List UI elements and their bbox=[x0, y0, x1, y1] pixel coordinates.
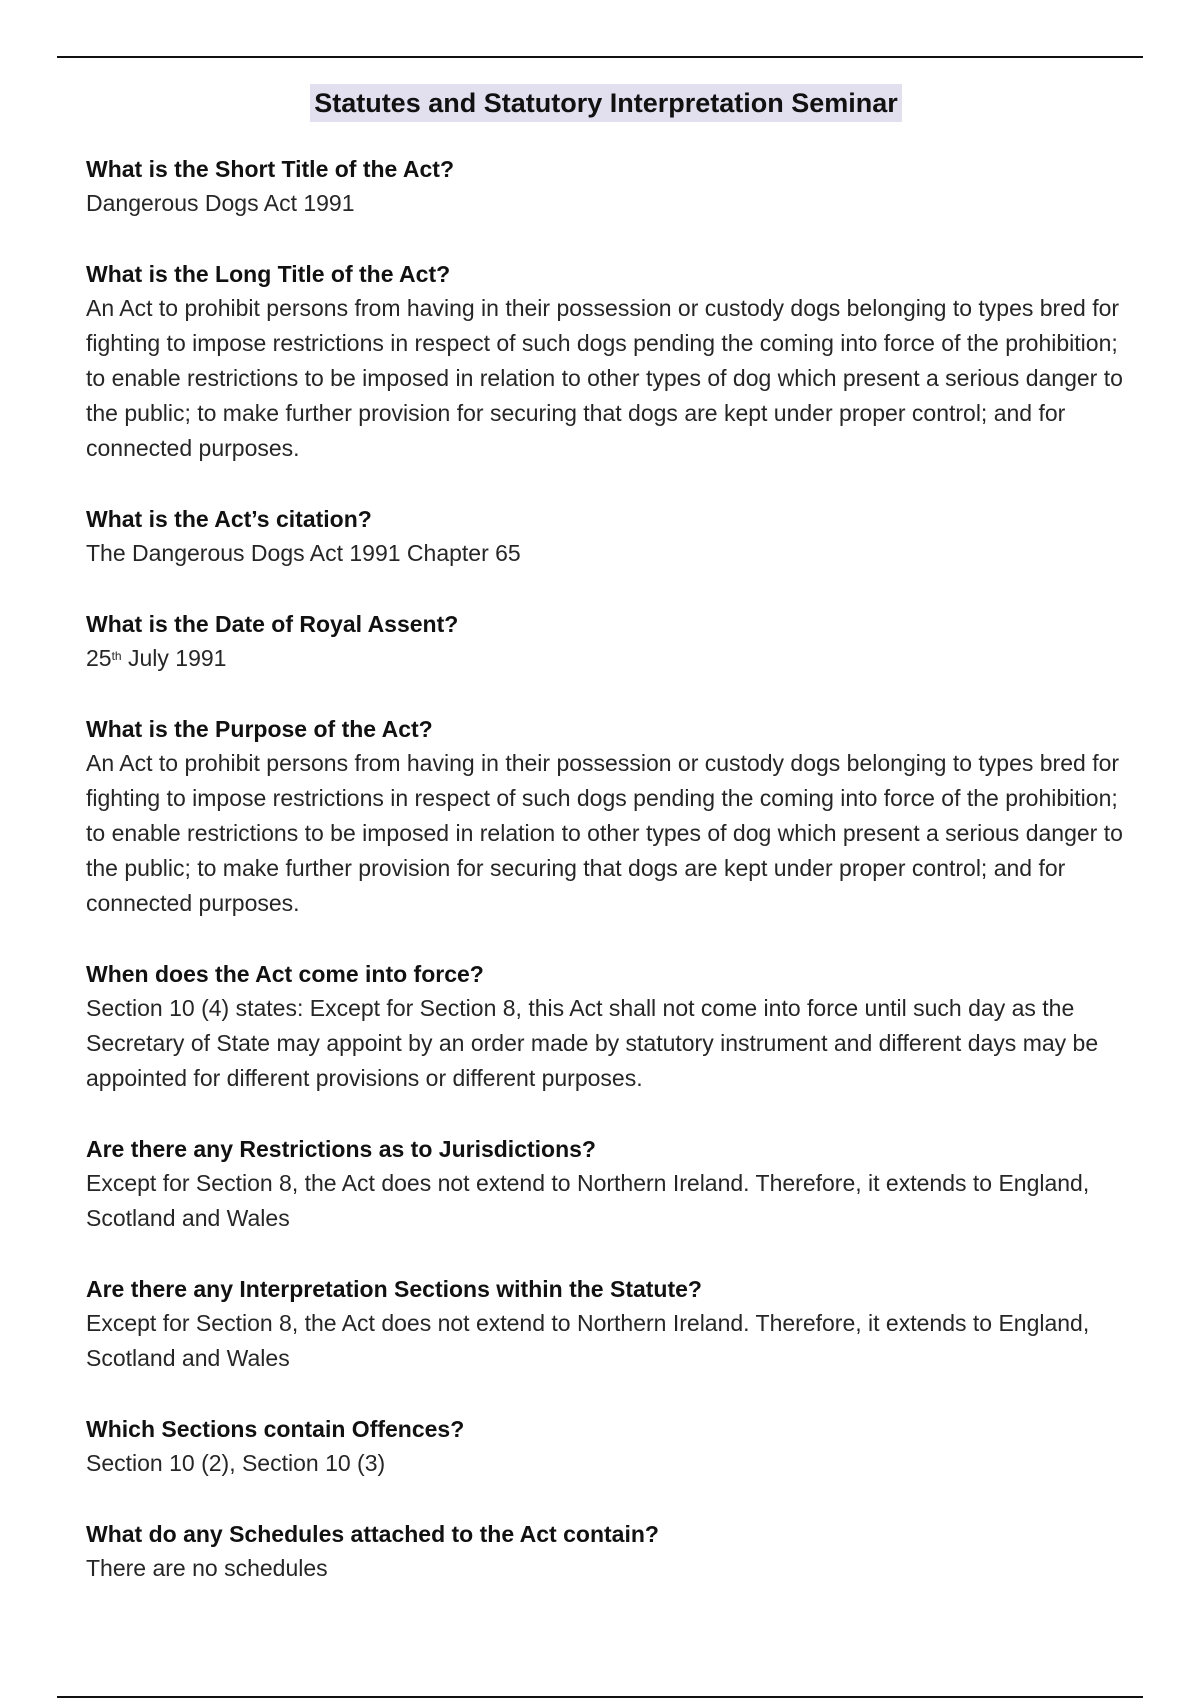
question: What is the Date of Royal Assent? bbox=[86, 611, 459, 637]
top-rule bbox=[57, 56, 1143, 58]
question: What is the Short Title of the Act? bbox=[86, 156, 454, 182]
question: What do any Schedules attached to the Act contain? bbox=[86, 1521, 659, 1547]
question: When does the Act come into force? bbox=[86, 961, 484, 987]
answer: Dangerous Dogs Act 1991 bbox=[86, 190, 355, 216]
qa-schedules bbox=[86, 1517, 1126, 1586]
qa-purpose bbox=[86, 712, 1126, 921]
answer: Section 10 (4) states: Except for Section 8, this Act shall not come into force until such day as the Secretary of State may appoint by an order made by statutory instrument and different days may be appointed for different provisions or different purposes. bbox=[86, 995, 1099, 1091]
qa-long-title bbox=[86, 257, 1126, 466]
title-container bbox=[86, 84, 1126, 122]
qa-short-title bbox=[86, 152, 1126, 221]
bottom-rule bbox=[57, 1696, 1143, 1698]
answer bbox=[86, 641, 1126, 676]
qa-citation bbox=[86, 502, 1126, 571]
question: What is the Act’s citation? bbox=[86, 506, 372, 532]
answer: An Act to prohibit persons from having in their possession or custody dogs belonging to types bred for fighting to impose restrictions in respect of such dogs pending the coming into force of the prohibition; to enable restrictions to be imposed in relation to other types of dog which present a serious danger to the public; to make further provision for securing that dogs are kept under proper control; and for connected purposes. bbox=[86, 295, 1123, 461]
answer: Except for Section 8, the Act does not extend to Northern Ireland. Therefore, it extends to England, Scotland and Wales bbox=[86, 1310, 1090, 1371]
answer: Except for Section 8, the Act does not extend to Northern Ireland. Therefore, it extends to England, Scotland and Wales bbox=[86, 1170, 1090, 1231]
qa-interpretation bbox=[86, 1272, 1126, 1376]
answer-rest: July 1991 bbox=[121, 645, 227, 671]
question: What is the Purpose of the Act? bbox=[86, 716, 433, 742]
answer: An Act to prohibit persons from having in their possession or custody dogs belonging to types bred for fighting to impose restrictions in respect of such dogs pending the coming into force of the prohibition; to enable restrictions to be imposed in relation to other types of dog which present a serious danger to the public; to make further provision for securing that dogs are kept under proper control; and for connected purposes. bbox=[86, 750, 1123, 916]
qa-royal-assent bbox=[86, 607, 1126, 676]
qa-offences bbox=[86, 1412, 1126, 1481]
question: Which Sections contain Offences? bbox=[86, 1416, 465, 1442]
page-title: Statutes and Statutory Interpretation Seminar bbox=[310, 84, 902, 122]
question: Are there any Interpretation Sections within the Statute? bbox=[86, 1276, 702, 1302]
answer: There are no schedules bbox=[86, 1555, 328, 1581]
question: What is the Long Title of the Act? bbox=[86, 261, 451, 287]
answer: Section 10 (2), Section 10 (3) bbox=[86, 1450, 386, 1476]
document-body bbox=[86, 84, 1126, 1622]
answer-day: 25 bbox=[86, 645, 112, 671]
qa-jurisdiction bbox=[86, 1132, 1126, 1236]
qa-commencement bbox=[86, 957, 1126, 1096]
ordinal-suffix: th bbox=[111, 649, 122, 663]
answer: The Dangerous Dogs Act 1991 Chapter 65 bbox=[86, 540, 521, 566]
question: Are there any Restrictions as to Jurisdictions? bbox=[86, 1136, 596, 1162]
